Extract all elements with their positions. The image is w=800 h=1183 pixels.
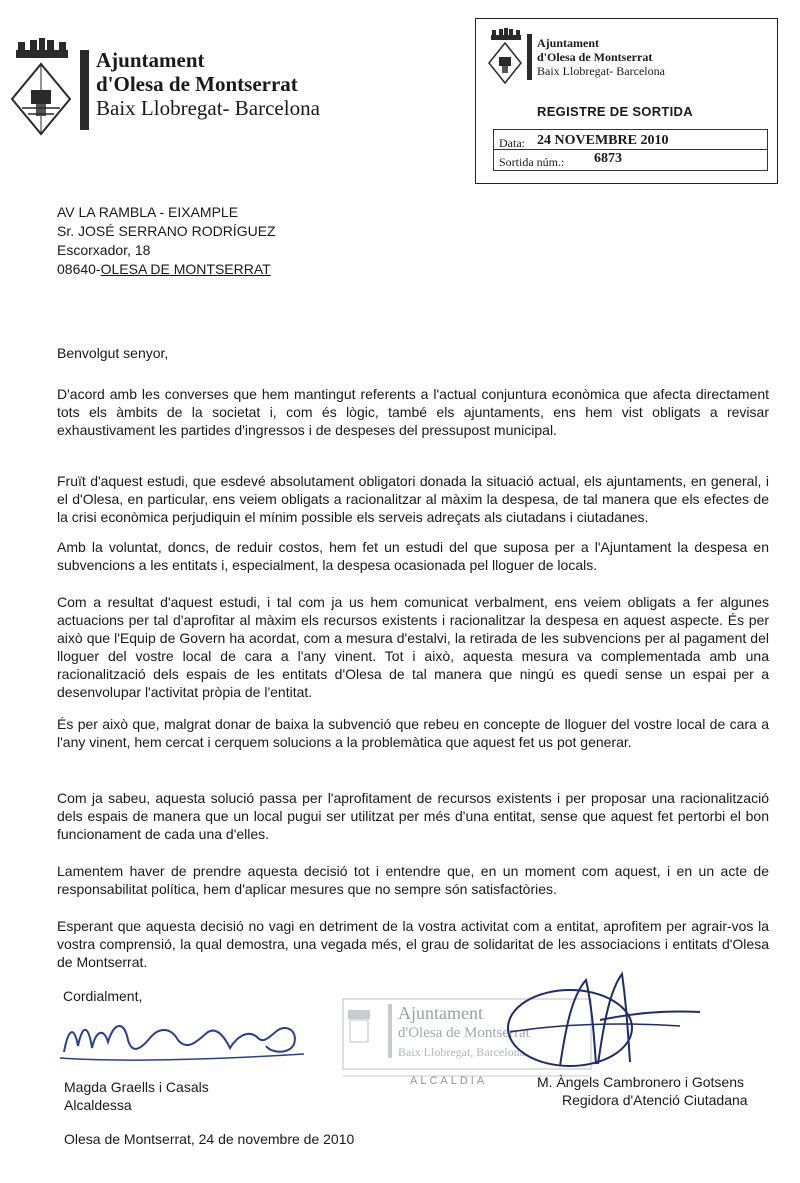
letterhead-region: Baix Llobregat- Barcelona	[96, 96, 320, 120]
signature-left	[58, 1010, 310, 1070]
registry-date-label: Data:	[499, 136, 525, 150]
paragraph: Com a resultat d'aquest estudi, i tal com ja us hem comunicat verbalment, ens veiem obligats a fer algunes actuacions per tal d'aprofitar al màxim els recursos existents i racionalitzar la despesa en aquest aspecte. És per això que l'Equip de Govern ha acordat, com a mesura d'estalvi, la retirada de les subvencions per al pagament del lloguer del vostre local de cara a l'any vinent. Tot i això, aquesta mesura va complementada amb una racionalització dels espais de les entitats d'Olesa de tal manera que ningú es quedi sense un espai per a desenvolupar l'activitat pròpia de l'entitat.	[57, 594, 769, 700]
signature-right	[500, 966, 705, 1076]
registry-org-line1: Ajuntament	[537, 36, 599, 50]
registry-divider	[493, 149, 768, 150]
registry-number-value: 6873	[594, 151, 622, 166]
address-postcode: 08640-	[57, 261, 101, 277]
registry-bar	[527, 34, 532, 80]
crown-icon	[490, 28, 522, 41]
stamp-line-2: d'Olesa de Montserrat	[398, 1025, 530, 1041]
coat-of-arms-icon	[10, 62, 72, 136]
stamp-line-3: Baix Llobregat, Barcelona	[398, 1045, 525, 1059]
signatory-left-name: Magda Graells i Casals	[64, 1079, 209, 1095]
address-line-1: AV LA RAMBLA - EIXAMPLE	[57, 204, 239, 220]
greeting: Benvolgut senyor,	[57, 345, 169, 361]
paragraph: Lamentem haver de prendre aquesta decisió tot i entendre que, en un moment com aquest, i en un acte de responsabilitat política, hem d'aplicar mesures que no sempre són satisfactòries.	[57, 863, 769, 897]
paragraph: Fruït d'aquest estudi, que esdevé absolutament obligatori donada la situació actual, els ajuntaments, en general, i el d'Olesa, en particular, ens veiem obligats a racionalitzar al màxim la despesa, de tal manera que els efectes de la crisi econòmica perjudiquin el mínim possible els serveis adreçats als ciutadans i ciutadanes.	[57, 473, 769, 525]
letterhead-bar	[80, 50, 89, 130]
address-city: OLESA DE MONTSERRAT	[100, 261, 271, 277]
signatory-right-title: Regidora d'Atenció Ciutadana	[562, 1092, 748, 1108]
stamp-line-1: Ajuntament	[398, 1003, 483, 1023]
signatory-left-title: Alcaldessa	[64, 1097, 132, 1113]
signatory-right-name: M. Àngels Cambronero i Gotsens	[537, 1074, 744, 1090]
registry-org-line3: Baix Llobregat- Barcelona	[537, 64, 665, 78]
letterhead-subtitle: d'Olesa de Montserrat	[96, 72, 298, 96]
paragraph: Esperant que aquesta decisió no vagi en detriment de la vostra activitat com a entitat, aprofitem per agrair-vos la vostra comprensió, la qual demostra, una vegada més, el grau de solidaritat de les associacions i entitats d'Olesa de Montserrat.	[57, 918, 769, 970]
address-line-3: Escorxador, 18	[57, 242, 151, 258]
coat-of-arms-icon	[488, 42, 522, 84]
paragraph: D'acord amb les converses que hem mantingut referents a l'actual conjuntura econòmica que afecta directament tots els àmbits de la societat i, com és lògic, també els ajuntaments, ens hem vist obligats a revisar exhaustivament les partides d'ingressos i de despeses del pressupost municipal.	[57, 386, 769, 438]
registry-title: REGISTRE DE SORTIDA	[537, 104, 693, 119]
address-line-2: Sr. JOSÉ SERRANO RODRÍGUEZ	[57, 223, 276, 239]
paragraph: És per això que, malgrat donar de baixa la subvenció que rebeu en concepte de lloguer del vostre local de cara a l'any vinent, hem cercat i cerquem solucions a la problemàtica que aquest fet us pot generar.	[57, 716, 769, 750]
crown-icon	[14, 38, 70, 60]
stamp-label: ALCALDIA	[410, 1075, 488, 1087]
registry-org-line2: d'Olesa de Montserrat	[537, 50, 653, 64]
closing: Cordialment,	[63, 988, 143, 1004]
registry-date-value: 24 NOVEMBRE 2010	[537, 133, 669, 148]
place-and-date: Olesa de Montserrat, 24 de novembre de 2010	[64, 1131, 355, 1147]
registry-number-label: Sortida núm.:	[499, 155, 565, 169]
paragraph: Amb la voluntat, doncs, de reduir costos, hem fet un estudi del que suposa per a l'Ajuntament la despesa en subvencions a les entitats i, especialment, la despesa ocasionada pel lloguer de locals.	[57, 539, 769, 573]
address-line-4	[57, 259, 271, 279]
paragraph: Com ja sabeu, aquesta solució passa per l'aprofitament de recursos existents i per proposar una racionalització dels espais de manera que un local pugui ser utilitzat per més d'una entitat, sense que aquest fet pertorbi el bon funcionament de cada una d'elles.	[57, 790, 769, 842]
letterhead-title: Ajuntament	[96, 48, 205, 72]
